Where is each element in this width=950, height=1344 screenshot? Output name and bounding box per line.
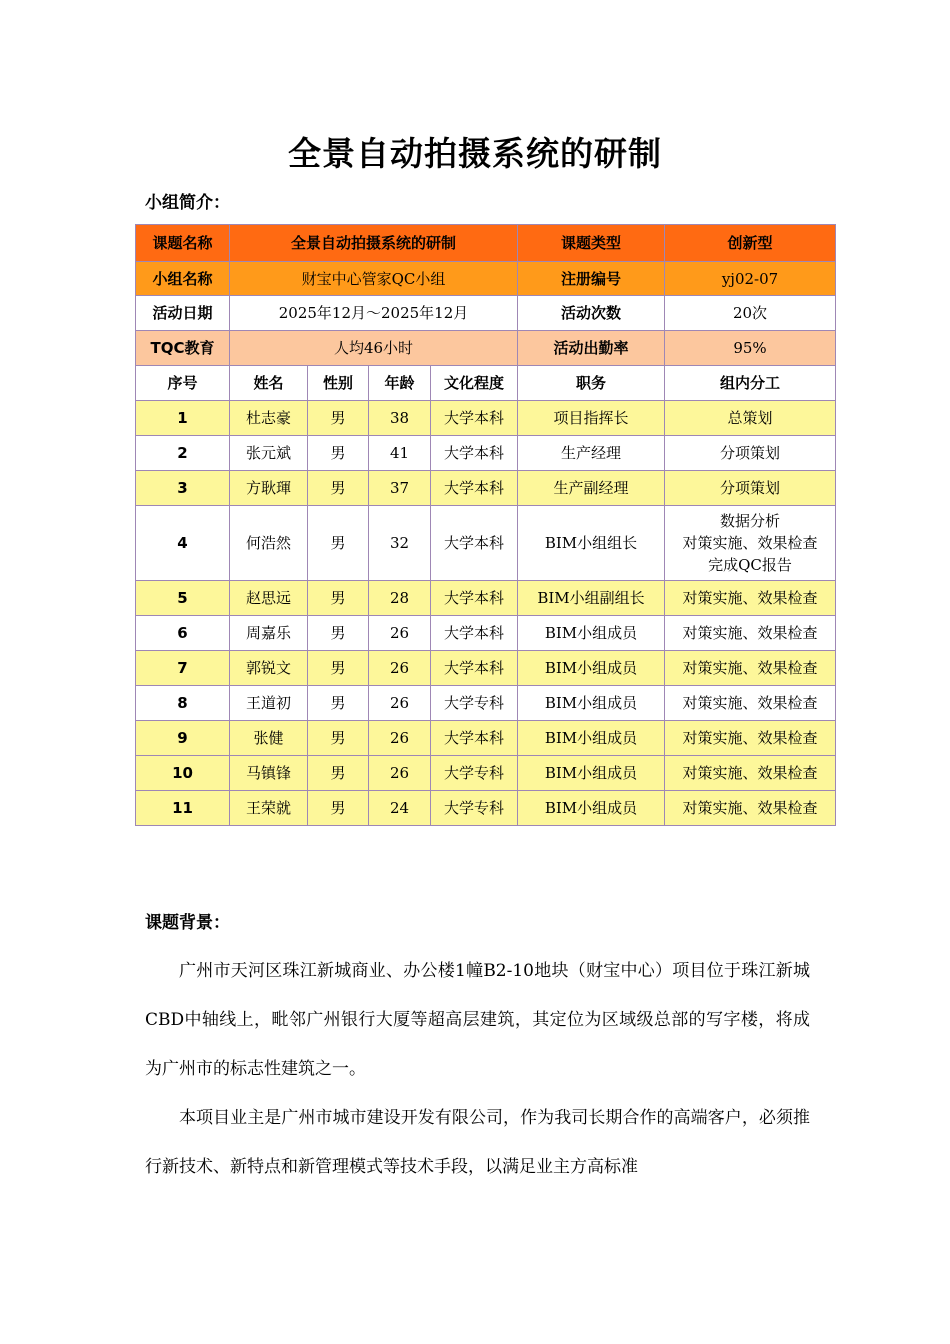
cell: 项目指挥长: [518, 401, 665, 436]
date-label: 活动日期: [136, 296, 230, 331]
cell: 1: [136, 401, 230, 436]
cell: 10: [136, 756, 230, 791]
type-value: 创新型: [665, 225, 836, 262]
cell: BIM小组组长: [518, 506, 665, 581]
cell: 生产副经理: [518, 471, 665, 506]
table-row: [136, 401, 836, 436]
cell: 大学本科: [431, 651, 518, 686]
table-row: [136, 471, 836, 506]
count-label: 活动次数: [518, 296, 665, 331]
cell: BIM小组成员: [518, 616, 665, 651]
cell: 杜志豪: [230, 401, 308, 436]
cell: 大学本科: [431, 616, 518, 651]
table-row: [136, 616, 836, 651]
cell: 26: [369, 686, 431, 721]
cell: 男: [308, 791, 369, 826]
cell: BIM小组成员: [518, 686, 665, 721]
duty-line: 完成QC报告: [708, 556, 792, 574]
column-header: 性别: [308, 366, 369, 401]
cell: 张元斌: [230, 436, 308, 471]
cell: BIM小组成员: [518, 756, 665, 791]
cell: 郭锐文: [230, 651, 308, 686]
cell: 大学本科: [431, 401, 518, 436]
cell: 男: [308, 756, 369, 791]
cell: 方耿琿: [230, 471, 308, 506]
cell: 26: [369, 721, 431, 756]
duty-line: 数据分析: [720, 512, 781, 530]
topic-label: 课题名称: [136, 225, 230, 262]
cell: 分项策划: [665, 436, 836, 471]
table-row: [136, 756, 836, 791]
cell: 男: [308, 721, 369, 756]
cell: 对策实施、效果检查: [665, 721, 836, 756]
background-paragraph: 本项目业主是广州市城市建设开发有限公司，作为我司长期合作的高端客户，必须推行新技术、新特点和新管理模式等技术手段，以满足业主方高标准: [145, 1108, 810, 1177]
cell: 男: [308, 581, 369, 616]
cell: 男: [308, 401, 369, 436]
cell: 男: [308, 471, 369, 506]
cell: 张健: [230, 721, 308, 756]
cell: 24: [369, 791, 431, 826]
cell: 26: [369, 651, 431, 686]
cell: 男: [308, 436, 369, 471]
table-row: [136, 686, 836, 721]
cell: 大学本科: [431, 721, 518, 756]
cell: 马镇锋: [230, 756, 308, 791]
reg-value: yj02-07: [665, 262, 836, 296]
table-row: [136, 506, 836, 581]
column-header: 职务: [518, 366, 665, 401]
cell: 大学专科: [431, 686, 518, 721]
cell: 何浩然: [230, 506, 308, 581]
intro-label: 小组简介：: [145, 193, 230, 213]
background-paragraph: 广州市天河区珠江新城商业、办公楼1幢B2-10地块（财宝中心）项目位于珠江新城CBD中轴线上，毗邻广州银行大厦等超高层建筑，其定位为区域级总部的写字楼，将成为广州市的标志性建筑之一。: [145, 961, 810, 1079]
tqc-label: TQC教育: [136, 331, 230, 366]
cell: 对策实施、效果检查: [665, 686, 836, 721]
member-header-row: [136, 366, 836, 401]
table-row: [136, 436, 836, 471]
tqc-value: 人均46小时: [230, 331, 518, 366]
cell: 分项策划: [665, 471, 836, 506]
attend-label: 活动出勤率: [518, 331, 665, 366]
cell: 王荣就: [230, 791, 308, 826]
cell: 男: [308, 616, 369, 651]
cell: 大学专科: [431, 791, 518, 826]
background-label: 课题背景：: [145, 913, 230, 933]
cell: 对策实施、效果检查: [665, 581, 836, 616]
duty-line: 对策实施、效果检查: [682, 534, 818, 552]
column-header: 姓名: [230, 366, 308, 401]
cell: 3: [136, 471, 230, 506]
cell: 41: [369, 436, 431, 471]
cell: 生产经理: [518, 436, 665, 471]
cell: BIM小组成员: [518, 651, 665, 686]
table-row: [136, 721, 836, 756]
cell: 对策实施、效果检查: [665, 651, 836, 686]
column-header: 年龄: [369, 366, 431, 401]
cell: 赵思远: [230, 581, 308, 616]
cell: 2: [136, 436, 230, 471]
cell: 4: [136, 506, 230, 581]
cell: 6: [136, 616, 230, 651]
group-info-table: [135, 224, 836, 826]
cell: 对策实施、效果检查: [665, 791, 836, 826]
cell: 大学本科: [431, 506, 518, 581]
date-value: 2025年12月～2025年12月: [230, 296, 518, 331]
cell: 32: [369, 506, 431, 581]
cell: 大学本科: [431, 471, 518, 506]
column-header: 组内分工: [665, 366, 836, 401]
table-row: [136, 791, 836, 826]
cell: 男: [308, 506, 369, 581]
cell: 对策实施、效果检查: [665, 756, 836, 791]
cell: 大学专科: [431, 756, 518, 791]
reg-label: 注册编号: [518, 262, 665, 296]
group-label: 小组名称: [136, 262, 230, 296]
cell: 28: [369, 581, 431, 616]
topic-value: 全景自动拍摄系统的研制: [230, 225, 518, 262]
cell: 9: [136, 721, 230, 756]
cell: BIM小组成员: [518, 791, 665, 826]
cell: 王道初: [230, 686, 308, 721]
cell: 男: [308, 651, 369, 686]
table-row: [136, 581, 836, 616]
group-value: 财宝中心管家QC小组: [230, 262, 518, 296]
cell: 26: [369, 616, 431, 651]
table-row: [136, 651, 836, 686]
cell: 38: [369, 401, 431, 436]
attend-value: 95%: [665, 331, 836, 366]
cell: 7: [136, 651, 230, 686]
column-header: 文化程度: [431, 366, 518, 401]
cell: 5: [136, 581, 230, 616]
cell: 男: [308, 686, 369, 721]
cell: 总策划: [665, 401, 836, 436]
cell: 对策实施、效果检查: [665, 616, 836, 651]
column-header: 序号: [136, 366, 230, 401]
cell: 大学本科: [431, 436, 518, 471]
count-value: 20次: [665, 296, 836, 331]
cell: BIM小组副组长: [518, 581, 665, 616]
cell: BIM小组成员: [518, 721, 665, 756]
cell: 26: [369, 756, 431, 791]
cell: 大学本科: [431, 581, 518, 616]
cell: 8: [136, 686, 230, 721]
cell: 11: [136, 791, 230, 826]
cell: 37: [369, 471, 431, 506]
cell-multiline: [665, 506, 836, 581]
cell: 周嘉乐: [230, 616, 308, 651]
page-title: 全景自动拍摄系统的研制: [288, 134, 662, 173]
type-label: 课题类型: [518, 225, 665, 262]
